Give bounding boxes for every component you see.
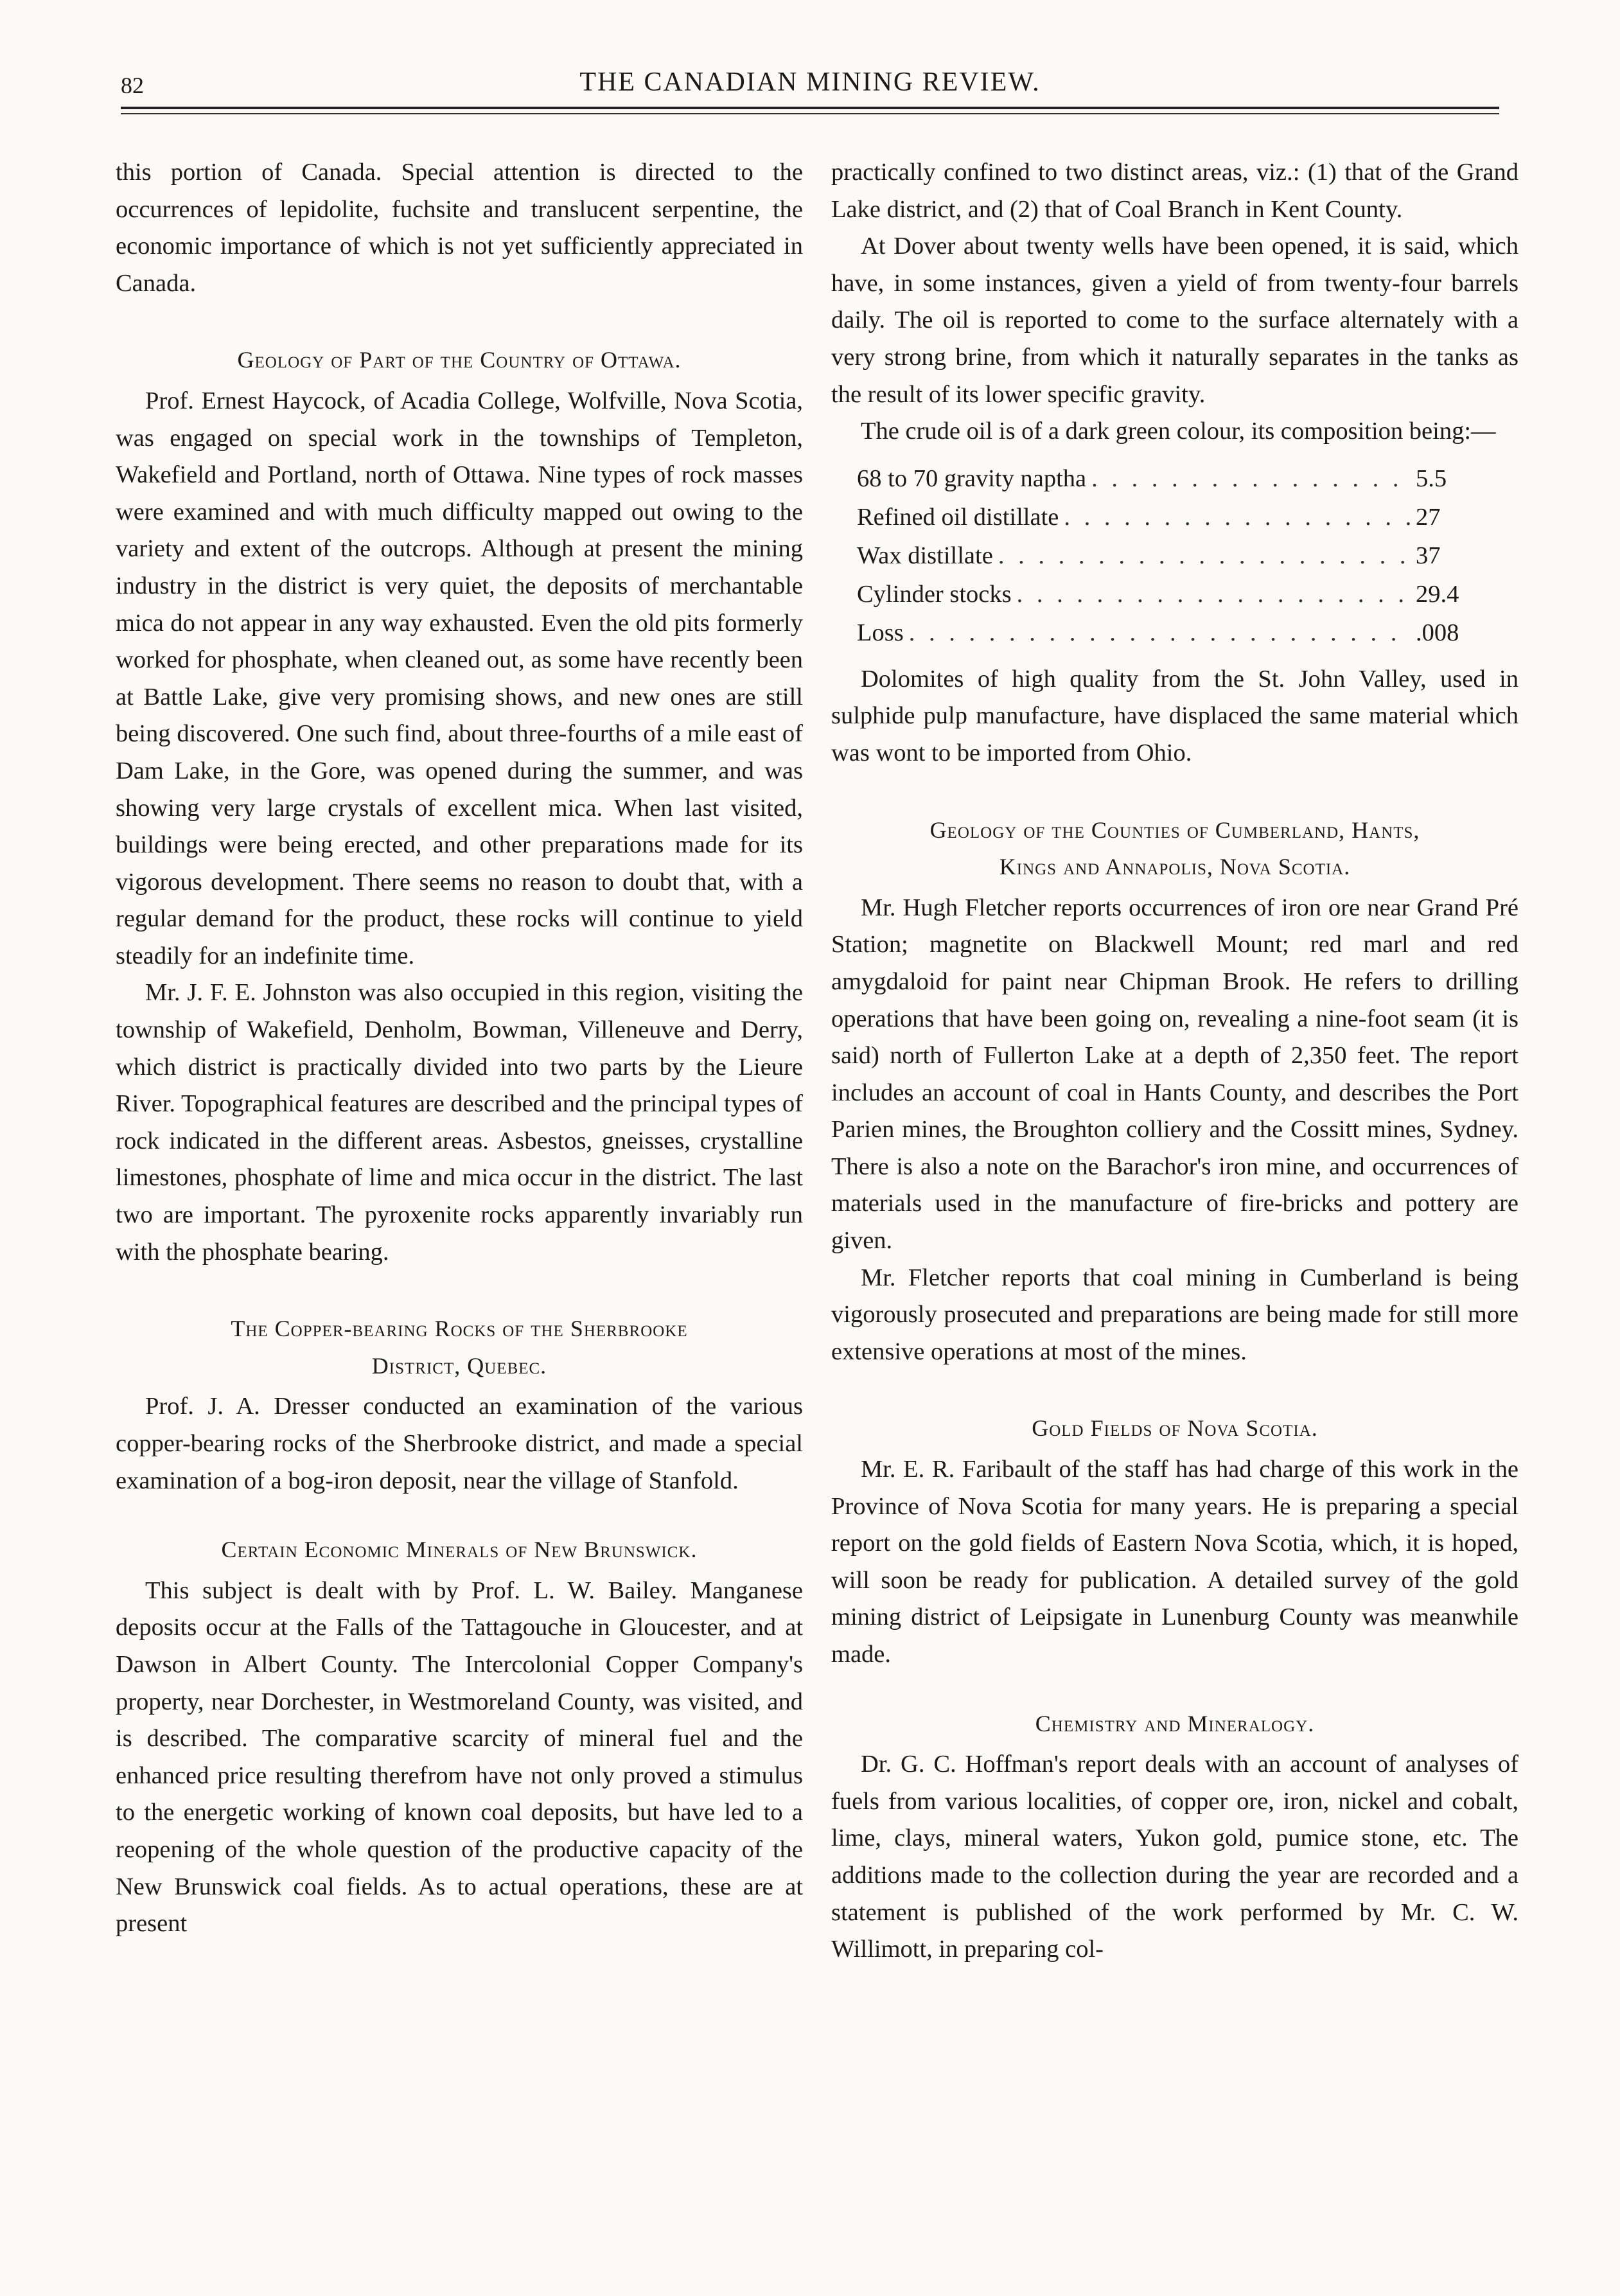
row-value: .008 <box>1416 619 1459 646</box>
gold-fields-paragraph-1: Mr. E. R. Faribault of the staff has had charge of this work in the Province of Nova Scotia for many years. He is preparing a special report on the gold fields of Eastern Nova Scotia, which, it is hoped, will soon be ready for publication. A detailed survey of the gold mining district of Leipsigate in Lunenburg County was meanwhile made. <box>831 1456 1519 1668</box>
sherbrooke-paragraph-1: Prof. J. A. Dresser conducted an examination of the various copper-bearing rocks of the Sherbrooke district, and made a special examination of a bog-iron deposit, near the village of Stanfold. <box>116 1393 803 1494</box>
cumberland-heading-line-1: Geology of the Counties of Cumberland, Hants, <box>929 817 1420 843</box>
table-row <box>857 614 1474 652</box>
header-rule-thick <box>121 107 1499 109</box>
crude-oil-paragraph: The crude oil is of a dark green colour, its composition being:— <box>861 418 1496 445</box>
row-label: Wax distillate <box>857 542 993 569</box>
running-title: THE CANADIAN MINING REVIEW. <box>579 67 1041 97</box>
table-row <box>857 459 1474 498</box>
oil-composition-table <box>857 459 1474 652</box>
row-value: 27 <box>1416 503 1441 531</box>
page-header <box>0 0 1620 128</box>
sherbrooke-heading-line-2: District, Quebec. <box>371 1352 547 1379</box>
continuation-paragraph: practically confined to two distinct areas, viz.: (1) that of the Grand Lake district, and (2) that of Coal Branch in Kent County. <box>831 159 1519 223</box>
section-heading-gold-fields: Gold Fields of Nova Scotia. <box>1032 1415 1318 1442</box>
row-value: 5.5 <box>1416 464 1447 492</box>
right-column <box>831 154 1519 1968</box>
header-rule-thin <box>121 113 1499 114</box>
chemistry-paragraph-1: Dr. G. C. Hoffman's report deals with an account of analyses of fuels from various localities, of copper ore, iron, nickel and cobalt, lime, clays, mineral waters, Yukon gold, pumice stone, etc. The additions made to the collection during the year are recorded and a statement is published of the work performed by Mr. C. W. Willimott, in preparing col- <box>831 1751 1519 1963</box>
cumberland-paragraph-2: Mr. Fletcher reports that coal mining in Cumberland is being vigorously prosecuted and preparations are being made for still more extensive operations at most of the mines. <box>831 1264 1519 1365</box>
new-brunswick-paragraph-1: This subject is dealt with by Prof. L. W. Bailey. Manganese deposits occur at the Falls of the Tattagouche in Gloucester, and at Dawson in Albert County. The Intercolonial Copper Company's property, near Dorchester, in Westmoreland County, was visited, and is described. The comparative scarcity of mineral fuel and the enhanced price resulting therefrom have not only proved a stimulus to the energetic working of known coal deposits, but have led to a reopening of the whole question of the productive capacity of the New Brunswick coal fields. As to actual operations, these are at present <box>116 1576 803 1938</box>
section-heading-chemistry: Chemistry and Mineralogy. <box>1035 1710 1315 1736</box>
section-heading-sherbrooke <box>116 1311 803 1384</box>
ottawa-paragraph-2: Mr. J. F. E. Johnston was also occupied in this region, visiting the township of Wakefield, Denholm, Bowman, Villeneuve and Derry, which district is practically divided into two parts by the Lieure River. Topographical features are described and the principal types of rock indicated in the different areas. Asbestos, gneisses, crystalline limestones, phosphate of lime and mica occur in the district. The last two are important. The pyroxenite rocks apparently invariably run with the phosphate bearing. <box>116 979 803 1266</box>
table-row <box>857 498 1474 536</box>
left-column <box>116 154 803 1943</box>
sherbrooke-heading-line-1: The Copper-bearing Rocks of the Sherbrooke <box>231 1316 688 1342</box>
table-row <box>857 575 1474 614</box>
row-label: 68 to 70 gravity naptha <box>857 464 1087 492</box>
row-label: Cylinder stocks <box>857 580 1012 608</box>
intro-paragraph: this portion of Canada. Special attention is directed to the occurrences of lepidolite, fuchsite and translucent serpentine, the economic importance of which is not yet sufficiently appreciated in Canada. <box>116 159 803 297</box>
dot-leader <box>909 614 1411 652</box>
cumberland-paragraph-1: Mr. Hugh Fletcher reports occurrences of iron ore near Grand Pré Station; magnetite on Blackwell Mount; red marl and red amygdaloid for paint near Chipman Brook. He refers to drilling operations that have been going on, revealing a nine-foot seam (it is said) north of Fullerton Lake at a depth of 2,350 feet. The report includes an account of coal in Hants County, and describes the Port Parien mines, the Broughton colliery and the Cossitt mines, Sydney. There is also a note on the Barachor's iron mine, and occurrences of materials used in the manufacture of fire-bricks and pottery are given. <box>831 894 1519 1255</box>
ottawa-paragraph-1: Prof. Ernest Haycock, of Acadia College, Wolfville, Nova Scotia, was engaged on special work in the townships of Templeton, Wakefield and Portland, north of Ottawa. Nine types of rock masses were examined and with much difficulty mapped out owing to the variety and extent of the outcrops. Although at present the mining industry in the district is very quiet, the deposits of merchantable mica do not appear in any way exhausted. Even the old pits formerly worked for phosphate, when cleaned out, as some have recently been at Battle Lake, give very promising shows, and new ones are still being discovered. One such find, about three-fourths of a mile east of Dam Lake, in the Gore, was opened during the summer, and was showing very large crystals of excellent mica. When last visited, buildings were being erected, and other preparations made for its vigorous development. There seems no reason to doubt that, with a regular demand for the product, these rocks will continue to yield steadily for an indefinite time. <box>116 387 803 969</box>
dot-leader <box>1064 498 1411 536</box>
section-heading-new-brunswick: Certain Economic Minerals of New Brunswick. <box>221 1537 698 1563</box>
row-label: Refined oil distillate <box>857 503 1059 531</box>
dolomites-paragraph: Dolomites of high quality from the St. John Valley, used in sulphide pulp manufacture, have displaced the same material which was wont to be imported from Ohio. <box>831 665 1519 766</box>
dot-leader <box>998 536 1411 575</box>
section-heading-ottawa: Geology of Part of the Country of Ottawa. <box>237 347 682 373</box>
row-label: Loss <box>857 619 904 646</box>
section-heading-cumberland <box>831 812 1519 886</box>
row-value: 29.4 <box>1416 580 1459 608</box>
table-row <box>857 536 1474 575</box>
dot-leader <box>1017 575 1411 614</box>
dot-leader <box>1091 459 1411 498</box>
row-value: 37 <box>1416 542 1441 569</box>
dover-paragraph: At Dover about twenty wells have been opened, it is said, which have, in some instances, given a yield of from twenty-four barrels daily. The oil is reported to come to the surface alternately with a very strong brine, from which it naturally separates in the tanks as the result of its lower specific gravity. <box>831 233 1519 408</box>
cumberland-heading-line-2: Kings and Annapolis, Nova Scotia. <box>999 854 1351 880</box>
page-number: 82 <box>121 73 144 98</box>
